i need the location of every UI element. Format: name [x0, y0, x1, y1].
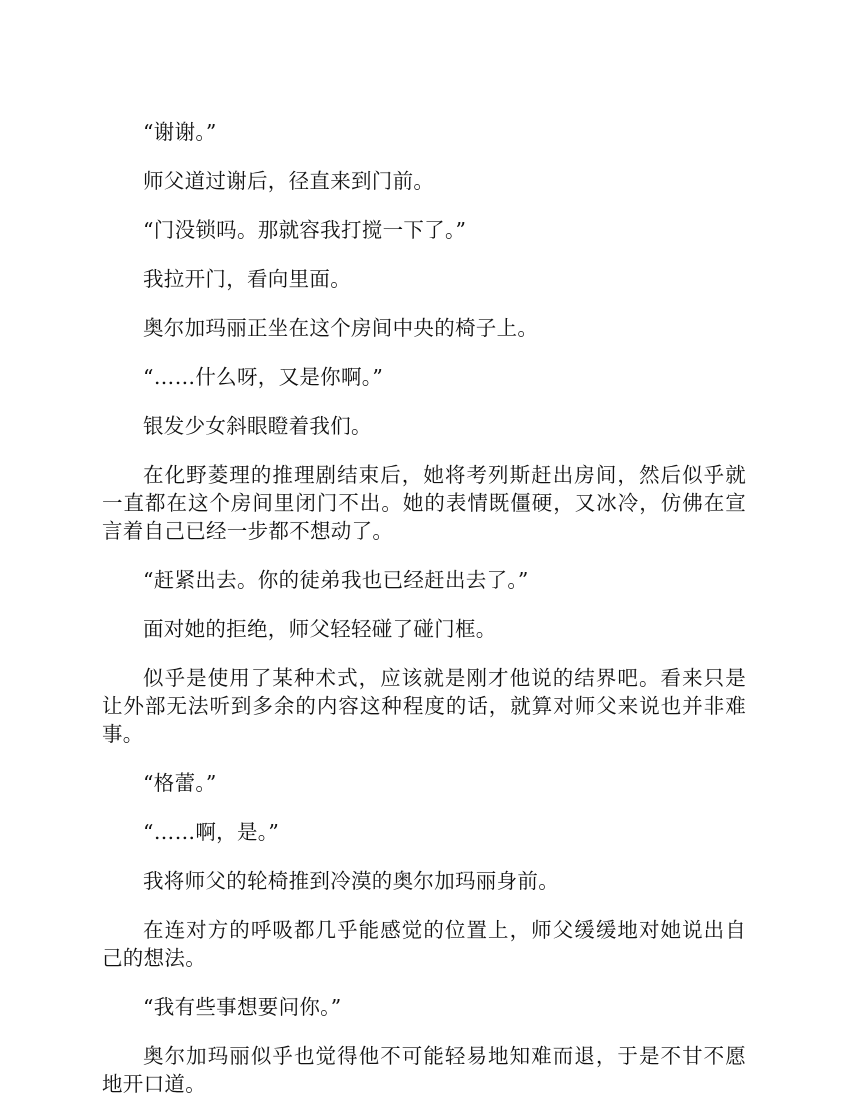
paragraph: 师父道过谢后，径直来到门前。 — [143, 169, 435, 193]
paragraph: 银发少女斜眼瞪着我们。 — [143, 414, 372, 438]
paragraph: 在连对方的呼吸都几乎能感觉的位置上，师父缓缓地对她说出自己的想法。 — [102, 918, 746, 970]
paragraph: “……啊，是。” — [143, 820, 280, 844]
document-body — [102, 118, 746, 1119]
paragraph: 我拉开门，看向里面。 — [143, 267, 351, 291]
paragraph: 奥尔加玛丽正坐在这个房间中央的椅子上。 — [143, 316, 539, 340]
paragraph: 似乎是使用了某种术式，应该就是刚才他说的结界吧。看来只是让外部无法听到多余的内容这种程度的话，就算对师父来说也并非难事。 — [102, 666, 746, 746]
paragraph: 奥尔加玛丽似乎也觉得他不可能轻易地知难而退，于是不甘不愿地开口道。 — [102, 1044, 746, 1096]
paragraph: “格蕾。” — [143, 771, 217, 795]
paragraph: 我将师父的轮椅推到冷漠的奥尔加玛丽身前。 — [143, 869, 559, 893]
paragraph: “我有些事想要问你。” — [143, 995, 342, 1019]
paragraph: “门没锁吗。那就容我打搅一下了。” — [143, 218, 467, 242]
paragraph: “……什么呀，又是你啊。” — [143, 365, 384, 389]
paragraph: “赶紧出去。你的徒弟我也已经赶出去了。” — [143, 568, 529, 592]
paragraph: 在化野菱理的推理剧结束后，她将考列斯赶出房间，然后似乎就一直都在这个房间里闭门不出。她的表情既僵硬，又冰冷，仿佛在宣言着自己已经一步都不想动了。 — [102, 463, 746, 543]
paragraph: “谢谢。” — [143, 120, 217, 144]
paragraph: 面对她的拒绝，师父轻轻碰了碰门框。 — [143, 617, 497, 641]
